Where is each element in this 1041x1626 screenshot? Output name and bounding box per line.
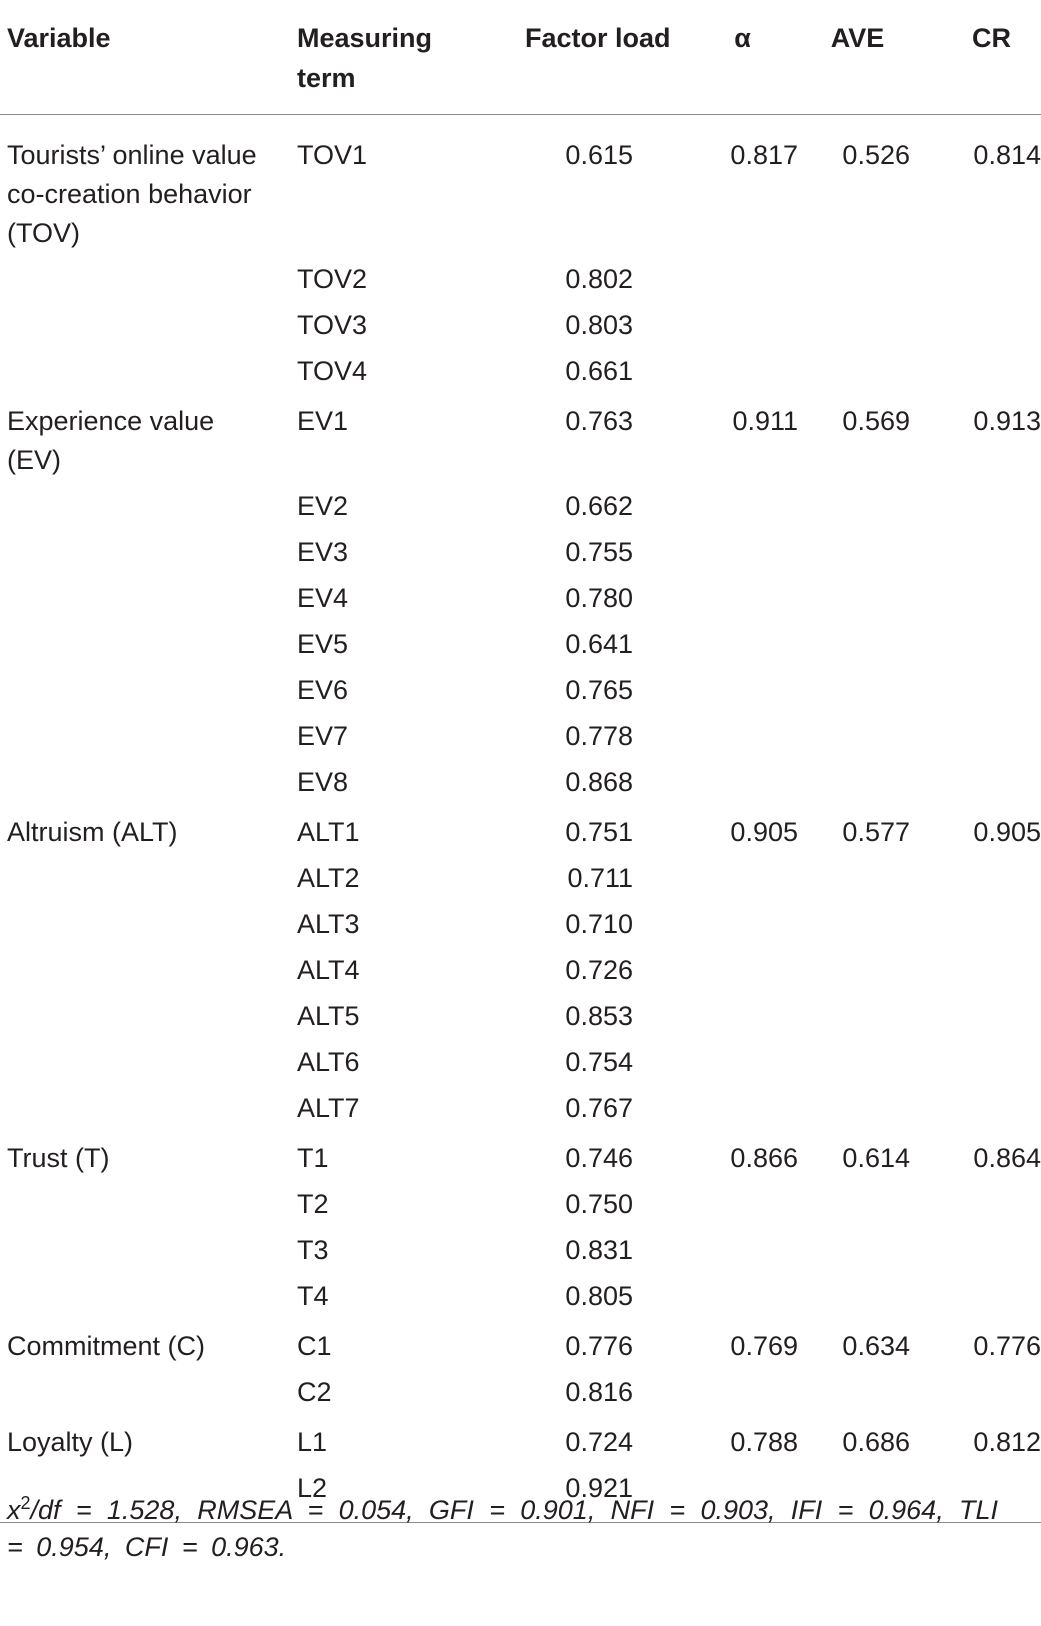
cell-factor-load: 0.776: [565, 1331, 633, 1361]
footnote-superscript: 2: [20, 1493, 31, 1513]
cell-alpha: [685, 484, 800, 530]
cell-cr: [915, 1274, 1041, 1320]
cell-alpha: 0.817: [730, 140, 798, 170]
cell-cr: [915, 1040, 1041, 1086]
header-alpha: α: [685, 0, 800, 115]
cell-factor-load: 0.921: [485, 1466, 685, 1523]
table-row: [0, 948, 1041, 994]
cell-factor-load: 0.615: [565, 140, 633, 170]
cell-factor-load: 0.751: [565, 817, 633, 847]
cell-ave: [800, 1274, 915, 1320]
cell-factor-load: 0.868: [565, 767, 633, 797]
cell-cr: 0.776: [973, 1331, 1041, 1361]
cell-factor-load: 0.778: [565, 721, 633, 751]
table-row: [0, 714, 1041, 760]
cell-measuring-term: EV1: [297, 406, 349, 436]
cell-variable: Tourists’ online value co-creation behavior (TOV): [7, 140, 257, 248]
cell-variable: [0, 622, 290, 668]
cell-measuring-term: L1: [297, 1427, 328, 1457]
cell-variable: [0, 1040, 290, 1086]
cell-ave: [800, 576, 915, 622]
cell-alpha: [685, 668, 800, 714]
cell-alpha: [685, 760, 800, 806]
table-row: [0, 994, 1041, 1040]
cell-measuring-term: L2: [290, 1466, 485, 1523]
cell-ave: 0.569: [842, 406, 910, 436]
header-cr: CR: [915, 0, 1041, 115]
cell-variable: Altruism (ALT): [7, 817, 178, 847]
cell-alpha: [685, 257, 800, 303]
cell-variable: [0, 484, 290, 530]
cell-alpha: [685, 714, 800, 760]
cell-alpha: 0.769: [730, 1331, 798, 1361]
cell-variable: [0, 576, 290, 622]
cell-factor-load: 0.802: [565, 264, 633, 294]
cell-ave: 0.526: [842, 140, 910, 170]
header-row: [0, 0, 1041, 115]
table-row: [0, 622, 1041, 668]
header-ave: AVE: [800, 0, 915, 115]
cell-variable: Loyalty (L): [7, 1427, 134, 1457]
cell-ave: [800, 668, 915, 714]
table-row: [0, 1416, 1041, 1466]
cell-measuring-term: ALT3: [297, 909, 360, 939]
cell-cr: 0.814: [973, 140, 1041, 170]
cell-ave: [800, 622, 915, 668]
table-row: [0, 1370, 1041, 1416]
cell-cr: [915, 349, 1041, 395]
cell-measuring-term: ALT6: [297, 1047, 360, 1077]
cell-measuring-term: EV7: [297, 721, 349, 751]
table-row: [0, 760, 1041, 806]
cell-measuring-term: TOV2: [297, 264, 368, 294]
cell-ave: [800, 257, 915, 303]
table-row: [0, 530, 1041, 576]
cell-alpha: [685, 349, 800, 395]
cell-variable: [0, 303, 290, 349]
cell-factor-load: 0.816: [565, 1377, 633, 1407]
cell-measuring-term: EV4: [297, 583, 349, 613]
cell-ave: [800, 948, 915, 994]
cell-cr: [915, 622, 1041, 668]
cell-cr: [915, 1086, 1041, 1132]
cell-alpha: [685, 303, 800, 349]
footnote-x: x: [7, 1495, 21, 1525]
table-row: [0, 484, 1041, 530]
cell-cr: [915, 1228, 1041, 1274]
cell-ave: [800, 349, 915, 395]
cell-variable: [0, 760, 290, 806]
cell-alpha: [685, 1370, 800, 1416]
cell-factor-load: 0.641: [565, 629, 633, 659]
cell-cr: [915, 668, 1041, 714]
cell-variable: [0, 1182, 290, 1228]
cell-cr: [915, 1370, 1041, 1416]
cell-variable: [0, 668, 290, 714]
cell-ave: 0.686: [842, 1427, 910, 1457]
table-footnote: [7, 1492, 998, 1566]
cell-alpha: [685, 994, 800, 1040]
cell-factor-load: 0.805: [565, 1281, 633, 1311]
cell-alpha: 0.866: [730, 1143, 798, 1173]
cell-ave: [800, 902, 915, 948]
cell-cr: [915, 257, 1041, 303]
cell-alpha: [685, 1040, 800, 1086]
cell-ave: [800, 714, 915, 760]
cell-cr: [915, 856, 1041, 902]
cell-measuring-term: EV8: [297, 767, 349, 797]
cell-cr: [915, 948, 1041, 994]
cell-variable: [0, 1086, 290, 1132]
cell-cr: [915, 303, 1041, 349]
table-row: [0, 115, 1041, 258]
cell-variable: Commitment (C): [7, 1331, 206, 1361]
cell-factor-load: 0.662: [565, 491, 633, 521]
cell-variable: [0, 257, 290, 303]
footnote-text: /df = 1.528, RMSEA = 0.054, GFI = 0.901, NFI = 0.903, IFI = 0.964, TLI = 0.954, CFI = 0.963.: [7, 1495, 998, 1562]
cell-ave: [800, 1228, 915, 1274]
cell-factor-load: 0.853: [565, 1001, 633, 1031]
cell-alpha: [685, 1182, 800, 1228]
cell-measuring-term: TOV4: [297, 356, 368, 386]
cell-measuring-term: ALT5: [297, 1001, 360, 1031]
cell-alpha: [685, 948, 800, 994]
table-row: [0, 1132, 1041, 1182]
table-row: [0, 395, 1041, 484]
cell-variable: [0, 1370, 290, 1416]
cell-variable: [0, 1228, 290, 1274]
cell-ave: [800, 994, 915, 1040]
cell-alpha: [685, 902, 800, 948]
cell-factor-load: 0.763: [565, 406, 633, 436]
cell-variable: [0, 349, 290, 395]
cell-measuring-term: C1: [297, 1331, 332, 1361]
cell-factor-load: 0.724: [565, 1427, 633, 1457]
cell-ave: [800, 1040, 915, 1086]
cell-measuring-term: TOV3: [297, 310, 368, 340]
cell-cr: [915, 994, 1041, 1040]
cell-cr: [915, 1182, 1041, 1228]
cell-variable: Experience value (EV): [7, 406, 215, 475]
cell-measuring-term: ALT7: [297, 1093, 360, 1123]
cell-alpha: [685, 576, 800, 622]
table-row: [0, 303, 1041, 349]
header-variable: Variable: [0, 0, 290, 115]
cell-cr: [915, 484, 1041, 530]
table-row: [0, 257, 1041, 303]
cell-cr: 0.864: [973, 1143, 1041, 1173]
cell-measuring-term: T2: [297, 1189, 329, 1219]
table-row: [0, 668, 1041, 714]
cell-factor-load: 0.754: [565, 1047, 633, 1077]
cell-variable: [0, 714, 290, 760]
table-row: [0, 902, 1041, 948]
cell-factor-load: 0.755: [565, 537, 633, 567]
cell-alpha: 0.911: [732, 406, 798, 436]
table-row: [0, 576, 1041, 622]
cell-alpha: [685, 530, 800, 576]
header-measuring-term: Measuring term: [290, 0, 485, 115]
cell-factor-load: 0.710: [565, 909, 633, 939]
cell-alpha: [685, 856, 800, 902]
cell-cr: [915, 530, 1041, 576]
cell-variable: [0, 948, 290, 994]
cell-factor-load: 0.803: [565, 310, 633, 340]
cell-variable: [0, 856, 290, 902]
cell-measuring-term: T4: [297, 1281, 329, 1311]
cell-variable: [0, 994, 290, 1040]
cell-ave: [800, 1182, 915, 1228]
cell-ave: 0.577: [842, 817, 910, 847]
cell-variable: [0, 1274, 290, 1320]
cell-measuring-term: EV2: [297, 491, 349, 521]
cell-ave: [800, 1086, 915, 1132]
cell-alpha: 0.788: [730, 1427, 798, 1457]
cell-measuring-term: T3: [297, 1235, 329, 1265]
cell-cr: [915, 760, 1041, 806]
cell-factor-load: 0.831: [565, 1235, 633, 1265]
cell-factor-load: 0.765: [565, 675, 633, 705]
cell-cr: [915, 902, 1041, 948]
table-row: [0, 1320, 1041, 1370]
cell-measuring-term: ALT2: [297, 863, 360, 893]
cell-factor-load: 0.780: [565, 583, 633, 613]
cell-measuring-term: EV5: [297, 629, 349, 659]
cell-factor-load: 0.726: [565, 955, 633, 985]
cell-measuring-term: EV3: [297, 537, 349, 567]
cell-measuring-term: TOV1: [297, 140, 368, 170]
cell-cr: [915, 576, 1041, 622]
cell-alpha: [685, 1228, 800, 1274]
table-row: [0, 1040, 1041, 1086]
table-row: [0, 1086, 1041, 1132]
cell-factor-load: 0.746: [565, 1143, 633, 1173]
cell-cr: 0.913: [973, 406, 1041, 436]
cell-measuring-term: C2: [297, 1377, 332, 1407]
cell-alpha: [685, 622, 800, 668]
cell-measuring-term: EV6: [297, 675, 349, 705]
cell-measuring-term: T1: [297, 1143, 329, 1173]
table-row: [0, 806, 1041, 856]
cell-variable: [0, 902, 290, 948]
cell-measuring-term: ALT4: [297, 955, 360, 985]
table-row: [0, 1274, 1041, 1320]
cell-cr: 0.905: [973, 817, 1041, 847]
cell-ave: [800, 856, 915, 902]
table-body: [0, 115, 1041, 1523]
cell-ave: [800, 484, 915, 530]
cell-measuring-term: ALT1: [297, 817, 360, 847]
cell-variable: [0, 530, 290, 576]
cell-alpha: [685, 1086, 800, 1132]
table-header: [0, 0, 1041, 115]
cell-cr: [915, 714, 1041, 760]
table-row: [0, 856, 1041, 902]
table-row: [0, 1182, 1041, 1228]
cell-variable: Trust (T): [7, 1143, 110, 1173]
cell-ave: [800, 303, 915, 349]
cell-ave: [800, 1370, 915, 1416]
table-row: [0, 349, 1041, 395]
cell-factor-load: 0.750: [565, 1189, 633, 1219]
cell-factor-load: 0.711: [567, 863, 633, 893]
cell-ave: [800, 760, 915, 806]
cell-cr: 0.812: [973, 1427, 1041, 1457]
cell-factor-load: 0.661: [565, 356, 633, 386]
cell-ave: 0.614: [842, 1143, 910, 1173]
header-factor-load: Factor load: [485, 0, 685, 115]
cell-ave: [800, 530, 915, 576]
table-row: [0, 1228, 1041, 1274]
cell-ave: 0.634: [842, 1331, 910, 1361]
cell-alpha: 0.905: [730, 817, 798, 847]
cell-factor-load: 0.767: [565, 1093, 633, 1123]
cell-alpha: [685, 1274, 800, 1320]
